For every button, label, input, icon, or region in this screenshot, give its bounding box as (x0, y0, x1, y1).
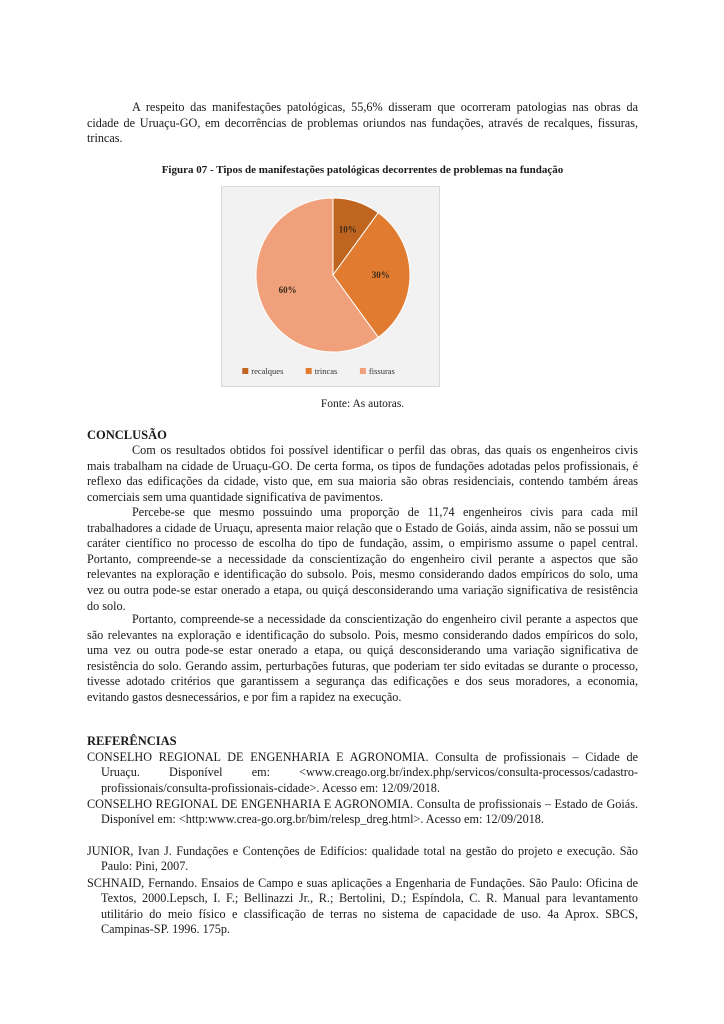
references-heading: REFERÊNCIAS (87, 734, 177, 748)
legend-swatch-recalques (242, 368, 248, 374)
pie-data-label-fissuras: 60% (278, 284, 297, 295)
legend-swatch-fissuras (360, 368, 366, 374)
intro-paragraph: A respeito das manifestações patológicas, 55,6% disseram que ocorreram patologias nas obras da cidade de Uruaçu-GO, em decorrências de problemas oriundos nas fundações, através de recalques, fissuras, trincas. (87, 100, 638, 146)
legend-swatch-trincas (306, 368, 312, 374)
legend-label-recalques: recalques (251, 366, 284, 376)
conclusion-paragraph-2: Percebe-se que mesmo possuindo uma proporção de 11,74 engenheiros civis para cada mil trabalhadores a cidade de Uruaçu, apresenta maior relação que o Estado de Goiás, ainda assim, não se possui um caráter científico no processo de escolha do tipo de fundação, assim, o empirismo assume o papel central. Portanto, compreende-se a necessidade da conscientização do engenheiro civil perante a aspectos que são relevantes na exploração e identificação do subsolo. Pois, mesmo considerando dados empíricos do solo, uma vez ou outra pode-se estar onerado a etapa, ou quiçá desconsiderando uma variação significativa de resistência do solo. (87, 505, 638, 613)
pie-chart-svg (222, 187, 439, 386)
conclusion-paragraph-3: Portanto, compreende-se a necessidade da conscientização do engenheiro civil perante a aspectos que são relevantes na exploração e identificação do subsolo. Pois, mesmo considerando dados empíricos do solo, uma vez ou outra pode-se estar onerado a etapa, ou quiçá desconsiderando uma variação significativa de resistência do solo. Gerando assim, perturbações futuras, que poderiam ter sido evitadas se durante o processo, tivesse adotado critérios que garantissem a segurança das edificações e dos seus moradores, a economia, evitando gastos desnecessários, e por fim a rapidez na execução. (87, 612, 638, 704)
pie-data-label-recalques: 10% (338, 224, 357, 235)
pie-chart (221, 186, 440, 387)
figure-caption: Figura 07 - Tipos de manifestações patológicas decorrentes de problemas na fundação (161, 164, 564, 176)
legend-label-fissuras: fissuras (368, 366, 395, 376)
pie-data-label-trincas: 30% (371, 270, 390, 280)
reference-item-1: CONSELHO REGIONAL DE ENGENHARIA E AGRONOMIA. Consulta de profissionais – Cidade de Uruaçu. Disponível em: <www.creago.org.br/index.php/servicos/consulta-processos/cadastro-profissionais/consulta-profissionais-cidade>. Acesso em: 12/09/2018. (87, 750, 638, 795)
conclusion-paragraph-1: Com os resultados obtidos foi possível identificar o perfil das obras, das quais os engenheiros civis mais trabalham na cidade de Uruaçu-GO. De certa forma, os tipos de fundações adotadas pelos profissionais, é reflexo das edificações da cidade, visto que, em sua maioria são obras residenciais, contendo também áreas comerciais sem uma quantidade significativa de pavimentos. (87, 443, 638, 504)
figure-source: Fonte: As autoras. (320, 398, 405, 410)
conclusion-heading: CONCLUSÃO (87, 428, 167, 442)
legend-label-trincas: trincas (314, 366, 338, 376)
reference-item-2: CONSELHO REGIONAL DE ENGENHARIA E AGRONOMIA. Consulta de profissionais – Estado de Goiás. Disponível em: <http:www.crea-go.org.br/bim/relesp_dreg.html>. Acesso em: 12/09/2018. (87, 797, 638, 827)
reference-item-3: JUNIOR, Ivan J. Fundações e Contenções de Edifícios: qualidade total na gestão do projeto e execução. São Paulo: Pini, 2007. (87, 844, 638, 874)
reference-item-4: SCHNAID, Fernando. Ensaios de Campo e suas aplicações a Engenharia de Fundações. São Paulo: Oficina de Textos, 2000.Lepsch, I. F.; Bellinazzi Jr., R.; Bertolini, D.; Espíndola, C. R. Manual para levantamento utilitário do meio físico e classificação de terras no sistema de capacidade de uso. 4a Aprox. SBCS, Campinas-SP. 1996. 175p. (87, 876, 638, 937)
